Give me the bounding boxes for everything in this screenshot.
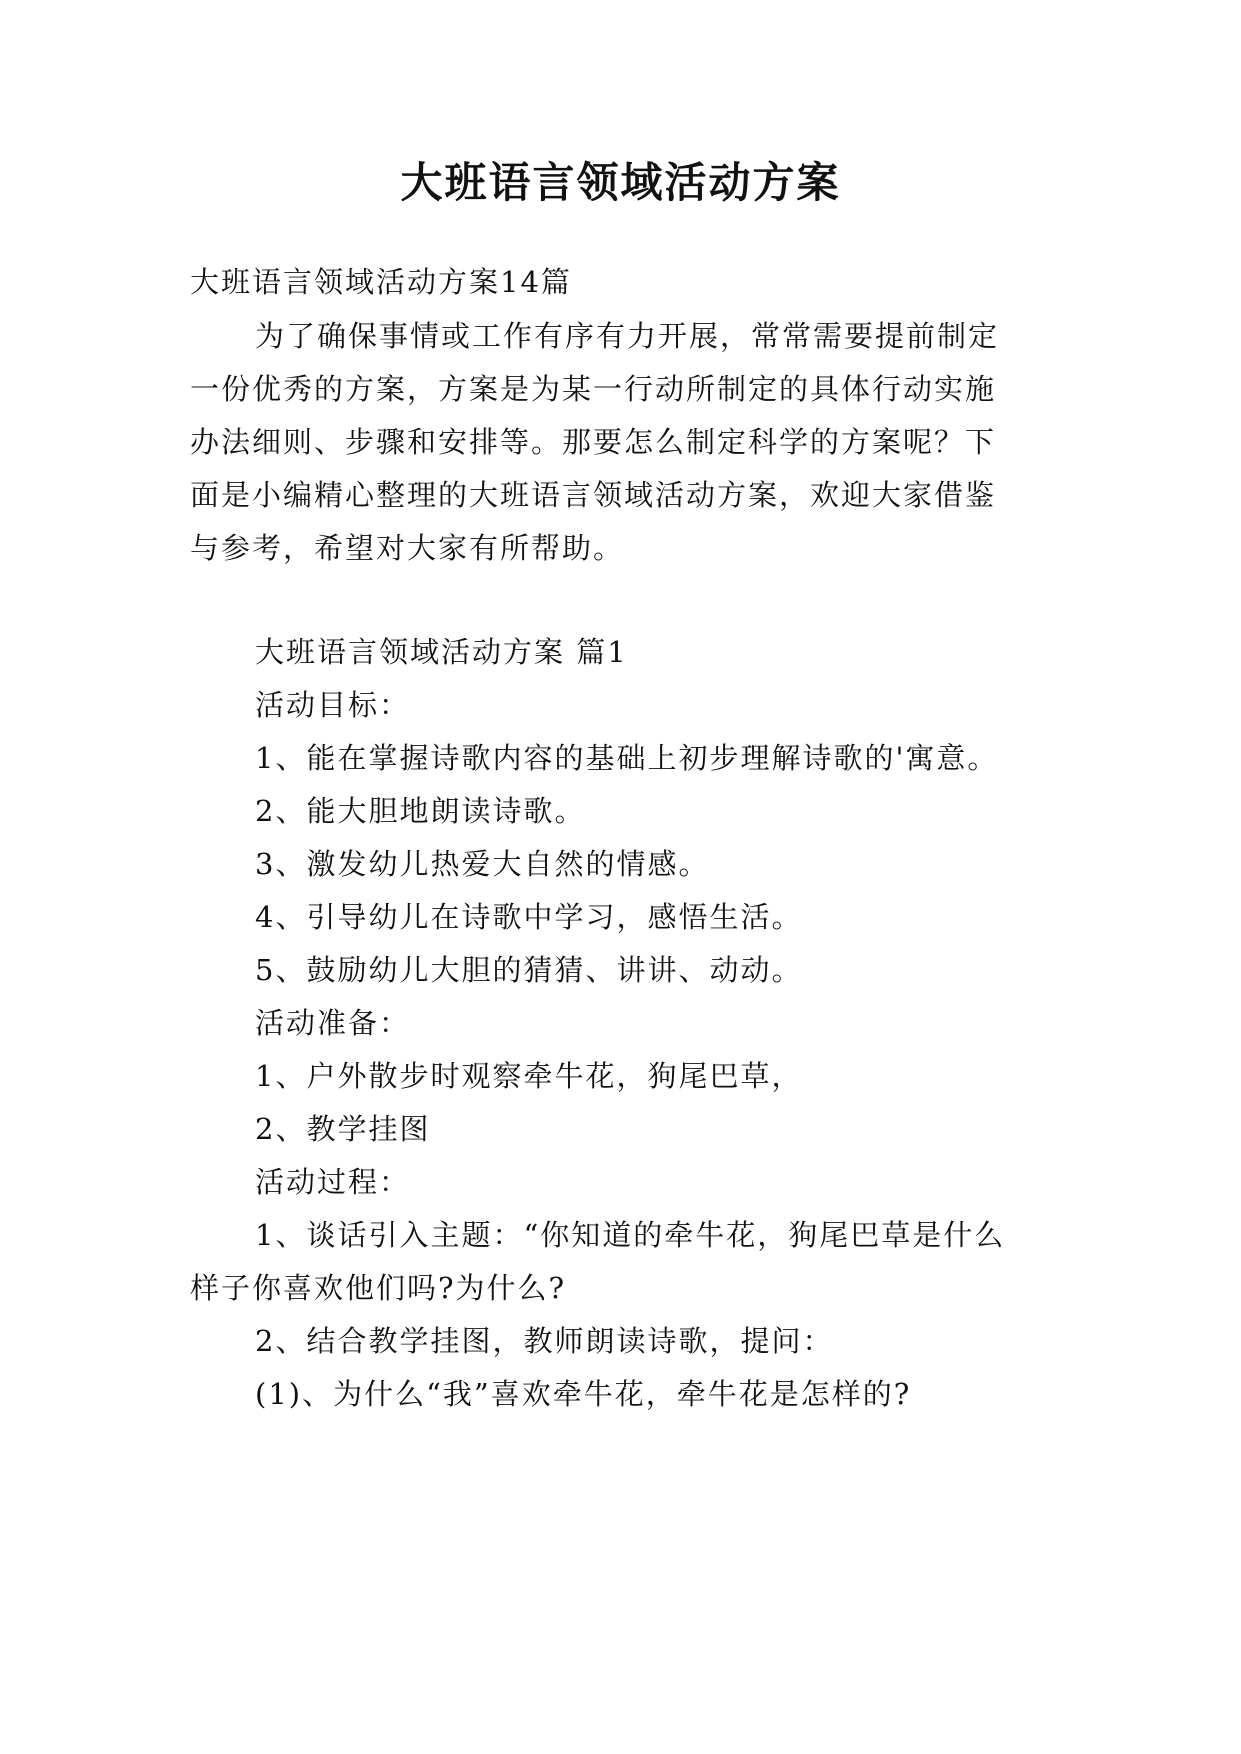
intro-line: 为了确保事情或工作有序有力开展，常常需要提前制定: [255, 319, 1000, 353]
goals-label: 活动目标：: [255, 688, 411, 722]
goal-item: 2、能大胆地朗读诗歌。: [255, 794, 586, 828]
prep-item: 1、户外散步时观察牵牛花，狗尾巴草，: [255, 1059, 803, 1093]
prep-label: 活动准备：: [255, 1006, 411, 1040]
intro-line: 办法细则、步骤和安排等。那要怎么制定科学的方案呢？下: [190, 425, 997, 459]
process-step: 2、结合教学挂图，教师朗读诗歌，提问：: [255, 1324, 834, 1358]
process-label: 活动过程：: [255, 1165, 411, 1199]
intro-line: 一份优秀的方案，方案是为某一行动所制定的具体行动实施: [190, 372, 997, 406]
goal-item: 1、能在掌握诗歌内容的基础上初步理解诗歌的'寓意。: [255, 741, 999, 775]
process-substep: (1)、为什么“我”喜欢牵牛花，牵牛花是怎样的?: [255, 1377, 912, 1411]
process-step: 1、谈话引入主题：“你知道的牵牛花，狗尾巴草是什么: [255, 1218, 1006, 1252]
intro-line: 与参考，希望对大家有所帮助。: [190, 531, 625, 565]
goal-item: 3、激发幼儿热爱大自然的情感。: [255, 847, 710, 881]
goal-item: 4、引导幼儿在诗歌中学习，感悟生活。: [255, 900, 803, 934]
prep-item: 2、教学挂图: [255, 1112, 431, 1146]
goal-item: 5、鼓励幼儿大胆的猜猜、讲讲、动动。: [255, 953, 803, 987]
document-subtitle: 大班语言领域活动方案14篇: [190, 265, 572, 299]
section-heading: 大班语言领域活动方案 篇1: [255, 635, 628, 669]
intro-line: 面是小编精心整理的大班语言领域活动方案，欢迎大家借鉴: [190, 478, 997, 512]
process-step-continuation: 样子你喜欢他们吗?为什么?: [190, 1271, 567, 1305]
page-title: 大班语言领域活动方案: [400, 158, 841, 207]
